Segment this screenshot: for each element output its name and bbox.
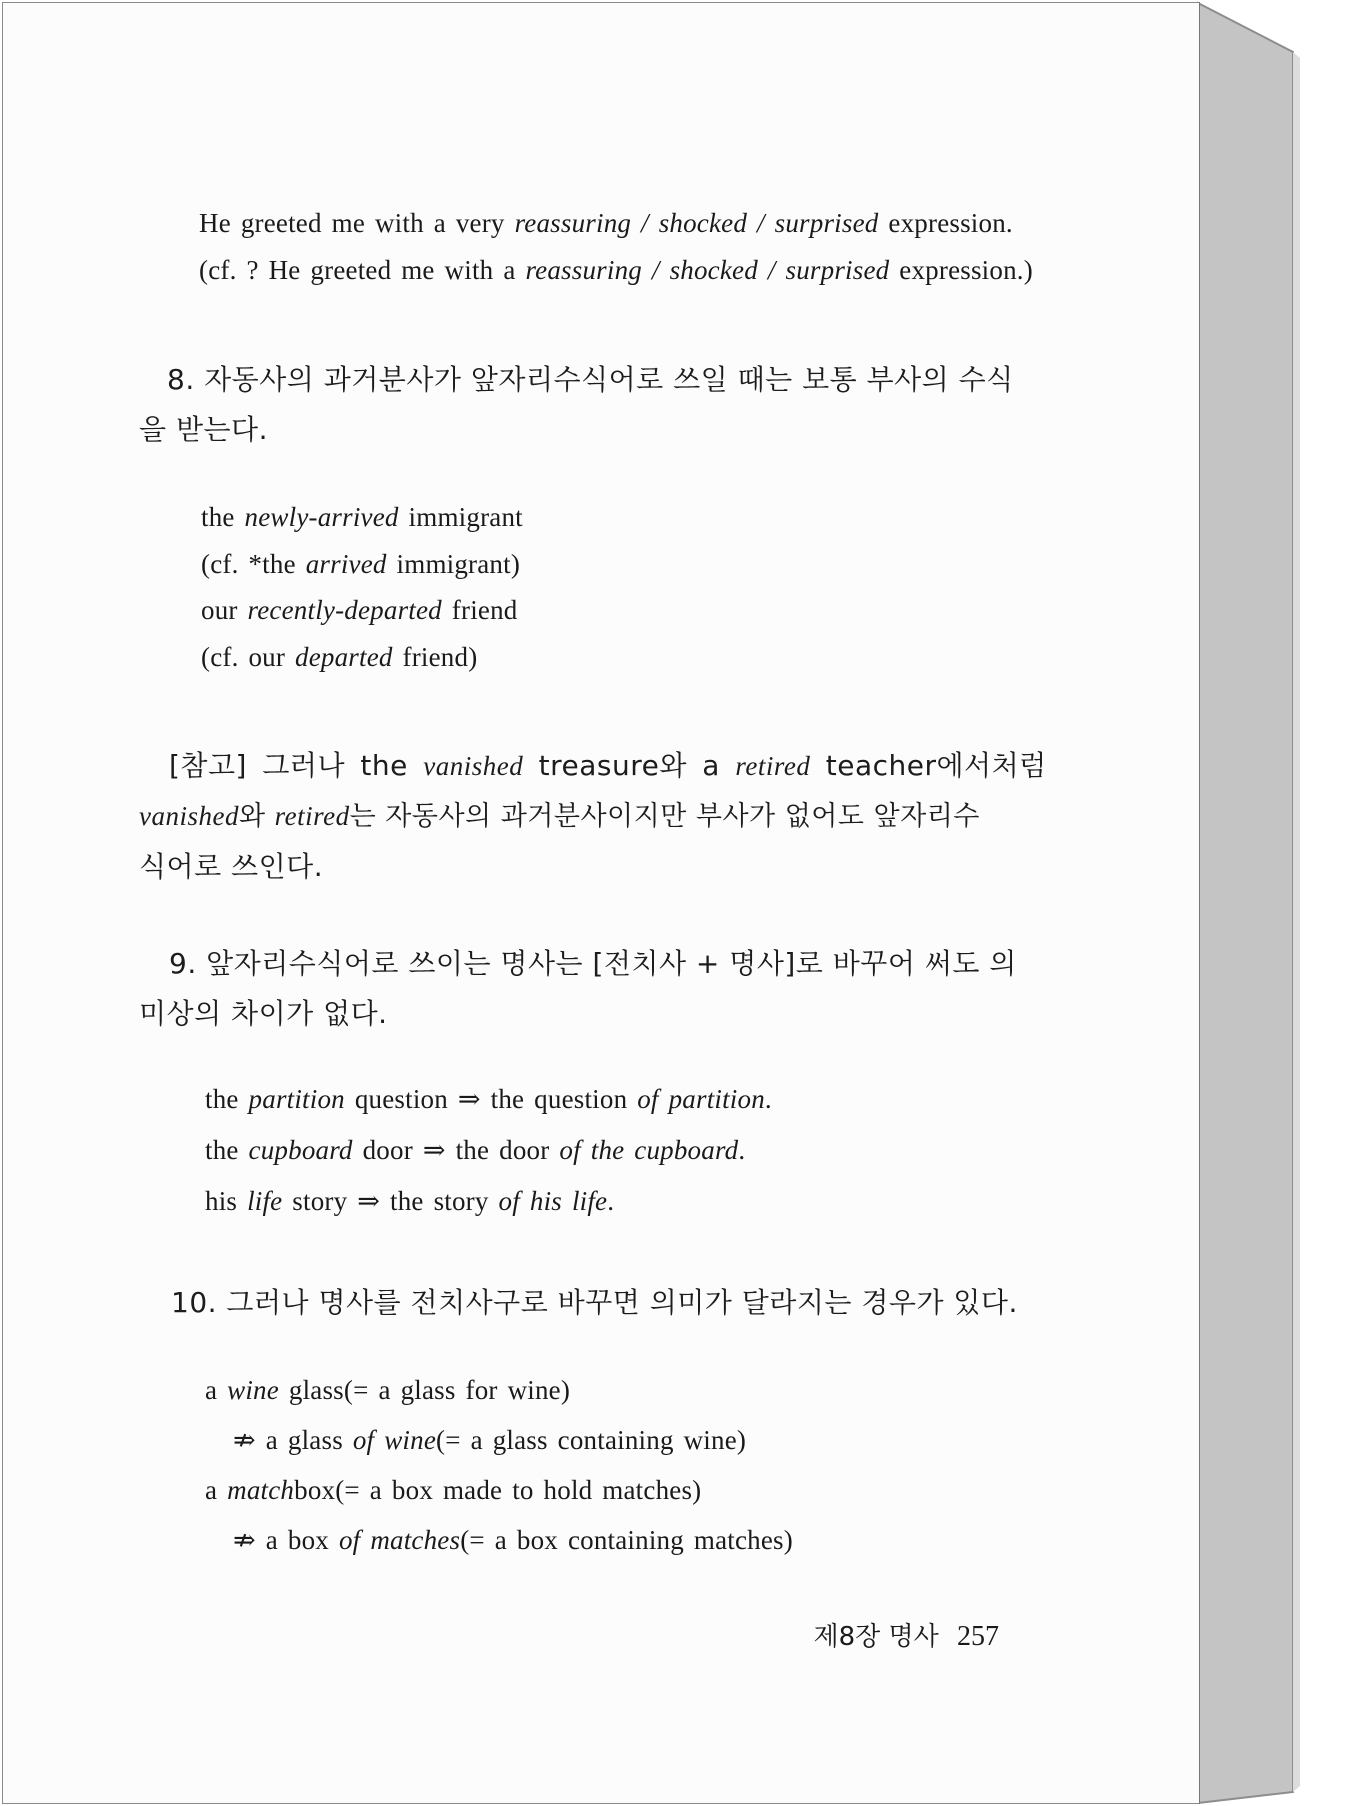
point-9-example-3 [205, 1186, 614, 1217]
example-italic: partition [248, 1084, 345, 1114]
example-italic: match [227, 1475, 295, 1505]
example-italic: of wine [352, 1425, 437, 1455]
note-text: 와 [238, 801, 275, 832]
point-9-example-1 [205, 1084, 772, 1115]
point-10-example-2 [233, 1425, 746, 1456]
page-content [3, 3, 1199, 1803]
note-line1 [169, 744, 1047, 784]
point-10-example-1 [205, 1375, 570, 1406]
page-footer [813, 1616, 999, 1653]
point-8-heading-line2: 을 받는다. [139, 413, 268, 446]
example-text: immigrant [398, 502, 523, 532]
example-text: our [201, 595, 248, 625]
example-text: ⇏ a box [233, 1525, 339, 1555]
example-italic: of matches [338, 1525, 461, 1555]
note-text: treasure와 a [523, 749, 736, 782]
note-text: teacher에서처럼 [810, 749, 1047, 782]
point-8-heading-line1: 8. 자동사의 과거분사가 앞자리수식어로 쓰일 때는 보통 부사의 수식 [167, 363, 1014, 396]
note-italic: vanished [423, 751, 524, 781]
example-italic: of partition [637, 1084, 765, 1114]
example-text: immigrant) [386, 549, 521, 579]
example-text: (cf. our [201, 642, 296, 672]
example-italic: of his life [498, 1186, 608, 1216]
example-text: story ⇒ the story [282, 1186, 499, 1216]
example-italic: reassuring / shocked / surprised [525, 255, 890, 285]
point-10-heading: 10. 그러나 명사를 전치사구로 바꾸면 의미가 달라지는 경우가 있다. [171, 1286, 1018, 1319]
example-text: question ⇒ the question [344, 1084, 638, 1114]
example-italic: of the cupboard [559, 1135, 739, 1165]
example-line-greeted [199, 208, 1013, 239]
example-text: (= a glass containing wine) [436, 1425, 747, 1455]
example-italic: cupboard [248, 1135, 353, 1165]
example-italic: life [247, 1186, 283, 1216]
example-text: (cf. ? He greeted me with a [199, 255, 526, 285]
example-text: (= a box containing matches) [460, 1525, 793, 1555]
book-page [2, 2, 1199, 1804]
page-number: 257 [957, 1621, 999, 1652]
example-line-cf-greeted [199, 255, 1033, 286]
example-italic: departed [295, 642, 393, 672]
point-9-heading-line1: 9. 앞자리수식어로 쓰이는 명사는 [전치사 + 명사]로 바꾸어 써도 의 [169, 947, 1017, 980]
example-text: friend) [392, 642, 478, 672]
point-8-example-3 [201, 595, 517, 626]
example-text: door ⇒ the door [352, 1135, 560, 1165]
point-8-example-4 [201, 642, 477, 673]
example-text: glass(= a glass for wine) [278, 1375, 571, 1405]
example-italic: newly-arrived [244, 502, 399, 532]
example-text: . [738, 1135, 746, 1165]
example-text: He greeted me with a very [199, 208, 515, 238]
point-9-heading-line2: 미상의 차이가 없다. [139, 997, 388, 1030]
example-italic: recently-departed [247, 595, 442, 625]
example-text: a [205, 1475, 228, 1505]
example-text: (cf. *the [201, 549, 306, 579]
point-8-example-2 [201, 549, 520, 580]
example-italic: arrived [305, 549, 387, 579]
example-italic: wine [227, 1375, 279, 1405]
chapter-label: 제8장 명사 [813, 1622, 939, 1652]
example-text: the [205, 1084, 249, 1114]
example-text: . [764, 1084, 772, 1114]
note-italic: vanished [139, 801, 239, 831]
example-text: ⇏ a glass [233, 1425, 353, 1455]
point-8-example-1 [201, 502, 523, 533]
point-10-example-4 [233, 1525, 793, 1556]
example-italic: reassuring / shocked / surprised [514, 208, 879, 238]
note-line3: 식어로 쓰인다. [139, 850, 324, 883]
example-text: . [607, 1186, 615, 1216]
example-text: friend [441, 595, 518, 625]
point-9-example-2 [205, 1135, 745, 1166]
point-10-example-3 [205, 1475, 701, 1506]
note-italic: retired [735, 751, 811, 781]
example-text: a [205, 1375, 228, 1405]
note-text: 는 자동사의 과거분사이지만 부사가 없어도 앞자리수 [349, 801, 980, 832]
example-text: box(= a box made to hold matches) [294, 1475, 702, 1505]
example-text: expression. [878, 208, 1013, 238]
example-text: the [201, 502, 245, 532]
note-italic: retired [274, 801, 350, 831]
note-line2 [139, 794, 980, 833]
example-text: expression.) [889, 255, 1033, 285]
example-text: his [205, 1186, 248, 1216]
example-text: the [205, 1135, 249, 1165]
note-text: [참고] 그러나 the [169, 749, 424, 782]
